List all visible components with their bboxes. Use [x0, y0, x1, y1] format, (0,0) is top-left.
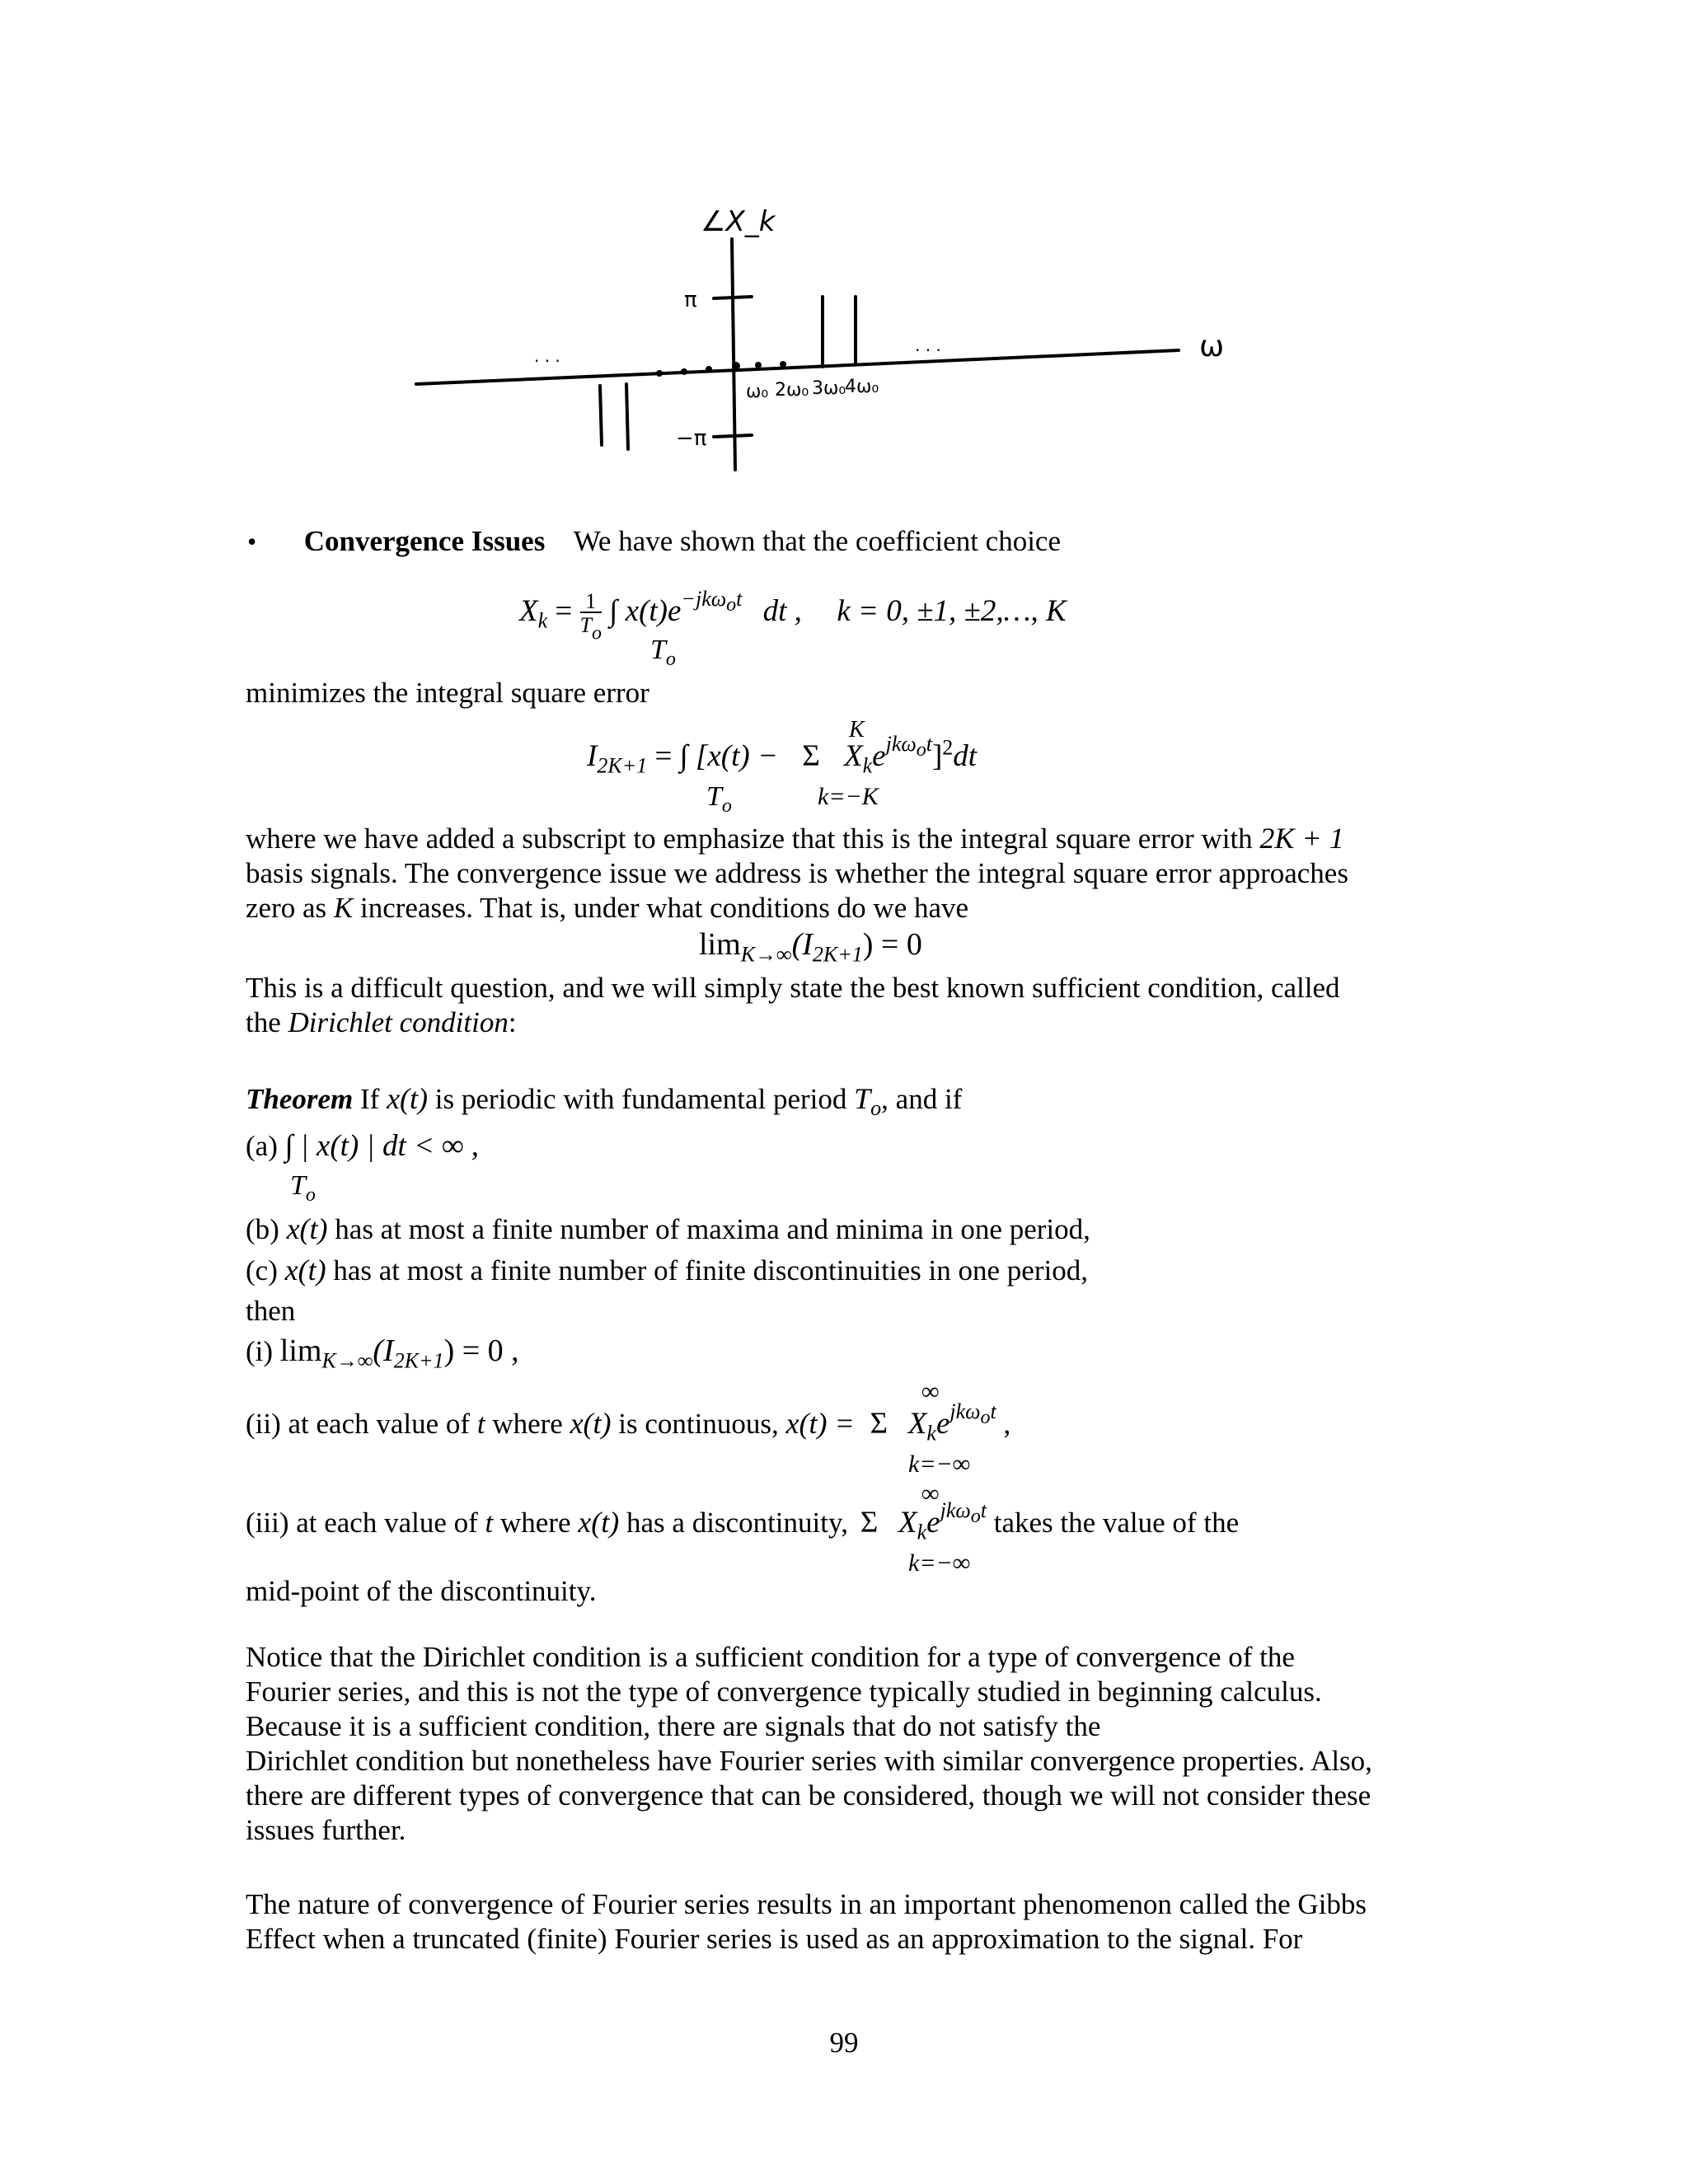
- conclusion-ii-sum: Σ: [870, 1407, 889, 1441]
- sketch-axis: [416, 350, 1179, 384]
- equation-limit: [699, 926, 922, 967]
- sketch-phase-label: ∠X_k: [701, 205, 776, 238]
- eq1-range: k = 0, ±1, ±2,…, K: [837, 593, 1067, 628]
- text-minimizes: minimizes the integral square error: [246, 677, 649, 709]
- eq3-lim-sub: K→∞: [740, 942, 792, 967]
- theorem-and-if: , and if: [881, 1083, 963, 1115]
- conclusion-i-lim-sub: K→∞: [321, 1348, 373, 1373]
- sketch-dot: [656, 370, 663, 377]
- theorem-T-sub: o: [870, 1096, 882, 1120]
- phase-sketch: [0, 0, 1688, 511]
- conclusion-iii-term: X: [898, 1506, 917, 1540]
- para3-line: Notice that the Dirichlet condition is a sufficient condition for a type of convergence of the: [246, 1641, 1295, 1673]
- eq3-rest: ) = 0: [862, 927, 922, 962]
- conclusion-iii-t: t: [485, 1507, 494, 1539]
- condition-c: [246, 1253, 1088, 1288]
- conclusion-ii-text: (ii) at each value of: [246, 1408, 477, 1440]
- conclusion-ii-term-sub: k: [926, 1421, 936, 1446]
- sketch-dot: [706, 366, 712, 373]
- conclusion-iii-e: e: [926, 1506, 940, 1540]
- para3-line: issues further.: [246, 1814, 406, 1846]
- sketch-dot: [755, 362, 762, 368]
- conclusion-i-lim: lim: [279, 1333, 322, 1368]
- eq2-term: X: [844, 739, 863, 773]
- sketch-bar-neg-3w: [600, 386, 602, 445]
- eq1-fraction: [579, 589, 602, 644]
- sketch-harmonic-label: 4ω₀: [845, 377, 879, 397]
- equation-coefficient: [519, 586, 1067, 644]
- eq1-lhs: X: [519, 593, 538, 628]
- theorem-then: then: [246, 1295, 296, 1327]
- para1-math: 2K + 1: [1259, 822, 1344, 855]
- conclusion-ii-where: where: [485, 1408, 570, 1440]
- para2-line2a: the: [246, 1006, 288, 1038]
- conclusion-iii-where: where: [493, 1507, 579, 1539]
- condition-c-xt: x(t): [284, 1254, 326, 1286]
- eq1-frac-num: 1: [580, 592, 602, 613]
- condition-b-xt: x(t): [286, 1212, 328, 1245]
- conclusion-iii-exp: jkω: [940, 1498, 971, 1522]
- page-number: 99: [829, 2027, 859, 2059]
- paragraph-notice: [246, 1640, 1449, 1848]
- conclusion-ii-t: t: [476, 1408, 485, 1440]
- para4-line: The nature of convergence of Fourier series results in an important phenomenon called the Gibbs: [246, 1888, 1367, 1920]
- para3-line: there are different types of convergence that can be considered, though we will not consider these: [246, 1779, 1372, 1811]
- conclusion-iii-takes: takes the value of the: [986, 1507, 1240, 1539]
- eq3-arg: (I: [791, 927, 813, 962]
- sketch-dots-right: · · ·: [915, 340, 941, 360]
- condition-a-body: | x(t) | dt < ∞ ,: [300, 1129, 480, 1163]
- conclusion-iii-xt: x(t): [578, 1506, 620, 1539]
- conclusion-i-arg-sub: 2K+1: [393, 1348, 444, 1373]
- sketch-neg-pi-label: −π: [676, 426, 707, 451]
- conclusion-ii-sum-top: ∞: [921, 1378, 940, 1405]
- conclusion-iii: [246, 1498, 1240, 1544]
- eq1-exp: −jkω: [681, 586, 727, 611]
- section-heading-line: [247, 524, 1061, 559]
- eq2-term-exp-t: t: [926, 732, 932, 756]
- para1-line1: where we have added a subscript to emphasize that this is the integral square error with: [246, 823, 1253, 855]
- eq2-close: ]: [931, 739, 943, 773]
- eq2-term-exp-sub: o: [916, 739, 926, 762]
- sketch-dot: [681, 368, 687, 375]
- bullet: •: [247, 527, 257, 556]
- condition-b-text: has at most a finite number of maxima and minima in one period,: [327, 1213, 1090, 1245]
- para2-dirichlet: Dirichlet condition: [288, 1006, 509, 1038]
- conclusion-iii-sum-top: ∞: [921, 1480, 940, 1507]
- conclusion-iii-disc: has a discontinuity,: [619, 1507, 856, 1539]
- section-heading: Convergence Issues: [303, 525, 546, 557]
- sketch-dot: [780, 361, 786, 368]
- eq1-integral: ∫: [609, 593, 618, 628]
- conclusion-ii-term: X: [907, 1407, 927, 1441]
- conclusion-ii: [246, 1399, 1011, 1446]
- conclusion-ii-eq: x(t) =: [785, 1407, 855, 1440]
- theorem-periodic: is periodic with fundamental period: [428, 1083, 855, 1115]
- eq2-term-sub: k: [862, 753, 873, 778]
- conclusion-iii-end: mid-point of the discontinuity.: [246, 1575, 597, 1607]
- conclusion-iii-term-sub: k: [917, 1520, 927, 1544]
- eq1-dt: dt ,: [762, 593, 802, 628]
- para3-line: Fourier series, and this is not the type of convergence typically studied in beginning calculus.: [246, 1675, 1322, 1708]
- condition-a-integral: ∫: [284, 1129, 293, 1163]
- conclusion-i-label: (i): [246, 1335, 274, 1367]
- eq2-sum: Σ: [802, 739, 820, 773]
- eq1-body: x(t)e: [625, 593, 682, 628]
- eq1-exp-t: t: [736, 586, 743, 611]
- conclusion-i: [246, 1333, 519, 1373]
- theorem-if: If: [353, 1083, 387, 1115]
- eq1-int-sub: $T_o$: [650, 635, 676, 670]
- conclusion-iii-sum-bottom: k=−∞: [908, 1549, 971, 1577]
- sketch-bar-neg-4w: [626, 384, 628, 449]
- conclusion-iii-exp-t: t: [980, 1498, 987, 1522]
- equation-integral-square-error: [587, 732, 978, 778]
- para3-line: Dirichlet condition but nonetheless have Fourier series with similar convergence properties. Also,: [246, 1745, 1372, 1777]
- theorem-label: Theorem: [246, 1083, 354, 1115]
- theorem-statement: [246, 1081, 963, 1120]
- paragraph-subscript: [246, 821, 1449, 926]
- eq1-frac-den-sub: o: [592, 622, 602, 644]
- conclusion-ii-cont: is continuous,: [611, 1408, 786, 1440]
- sketch-harmonic-label: 3ω₀: [812, 378, 846, 399]
- eq1-equals: =: [555, 593, 573, 628]
- eq1-exp-sub: o: [726, 594, 737, 616]
- conclusion-ii-exp-sub: o: [980, 1407, 991, 1429]
- eq2-dt: dt: [953, 739, 978, 773]
- conclusion-i-arg: (I: [373, 1333, 394, 1368]
- eq2-sum-bottom: k=−K: [818, 783, 879, 810]
- sketch-pi-tick: [714, 297, 752, 298]
- para2-colon: :: [508, 1006, 517, 1038]
- sketch-harmonic-label: ω₀: [746, 382, 769, 402]
- condition-c-label: (c): [246, 1254, 278, 1286]
- conclusion-ii-e: e: [935, 1407, 950, 1441]
- eq2-term-e: e: [872, 739, 886, 773]
- para1-k: K: [333, 892, 354, 924]
- sketch-harmonic-label: 2ω₀: [775, 380, 809, 401]
- conclusion-ii-exp: jkω: [950, 1399, 981, 1423]
- para1-line2: basis signals. The convergence issue we address is whether the integral square error approaches: [246, 857, 1348, 889]
- section-intro: We have shown that the coefficient choice: [573, 525, 1061, 557]
- eq2-sum-top: K: [849, 717, 865, 743]
- conclusion-iii-text: (iii) at each value of: [246, 1507, 485, 1539]
- para3-line: Because it is a sufficient condition, there are signals that do not satisfy the: [246, 1710, 1101, 1742]
- condition-a: [246, 1129, 479, 1164]
- eq2-lhs: I: [587, 739, 598, 773]
- condition-c-text: has at most a finite number of finite discontinuities in one period,: [326, 1254, 1088, 1286]
- theorem-T: T: [854, 1082, 871, 1115]
- eq3-arg-sub: 2K+1: [812, 942, 863, 967]
- paragraph-difficult: [246, 971, 1449, 1040]
- sketch-axis-label: ω: [1199, 330, 1225, 363]
- conclusion-ii-xt: x(t): [570, 1407, 612, 1440]
- eq2-close-sup: 2: [942, 735, 954, 760]
- sketch-neg-pi-tick: [714, 435, 752, 437]
- conclusion-ii-sum-bottom: k=−∞: [908, 1451, 971, 1478]
- eq2-term-exp: jkω: [885, 732, 917, 756]
- eq2-int-sub: $T_o$: [706, 781, 732, 817]
- eq2-lhs-sub: 2K+1: [597, 753, 648, 778]
- eq1-frac-den: T: [579, 613, 592, 637]
- paragraph-gibbs: [246, 1887, 1449, 1957]
- para1-line3a: zero as: [246, 892, 334, 924]
- sketch-dot: [732, 362, 740, 370]
- condition-a-sub: $T_o$: [290, 1170, 316, 1206]
- conclusion-ii-comma: ,: [996, 1408, 1011, 1440]
- para4-line: Effect when a truncated (finite) Fourier series is used as an approximation to the signal. For: [246, 1923, 1303, 1955]
- sketch-pi-label: π: [684, 288, 697, 312]
- condition-b-label: (b): [246, 1213, 279, 1245]
- conclusion-i-rest: ) = 0 ,: [443, 1333, 519, 1368]
- eq2-integral: ∫: [679, 739, 688, 773]
- para2-line1: This is a difficult question, and we will simply state the best known sufficient condition, called: [246, 972, 1340, 1004]
- conclusion-iii-sum: Σ: [860, 1506, 879, 1540]
- sketch-dots-left: · · ·: [534, 351, 560, 371]
- condition-a-label: (a): [246, 1130, 278, 1162]
- conclusion-iii-exp-sub: o: [970, 1506, 981, 1528]
- para1-line3b: increases. That is, under what conditions do we have: [353, 892, 969, 924]
- condition-b: [246, 1212, 1090, 1247]
- eq2-equals: =: [654, 739, 673, 773]
- conclusion-ii-exp-t: t: [990, 1399, 996, 1423]
- eq1-lhs-sub: k: [537, 608, 548, 633]
- theorem-xt: x(t): [387, 1082, 429, 1115]
- eq2-body: [x(t) −: [695, 739, 778, 773]
- eq3-lim: lim: [699, 927, 741, 962]
